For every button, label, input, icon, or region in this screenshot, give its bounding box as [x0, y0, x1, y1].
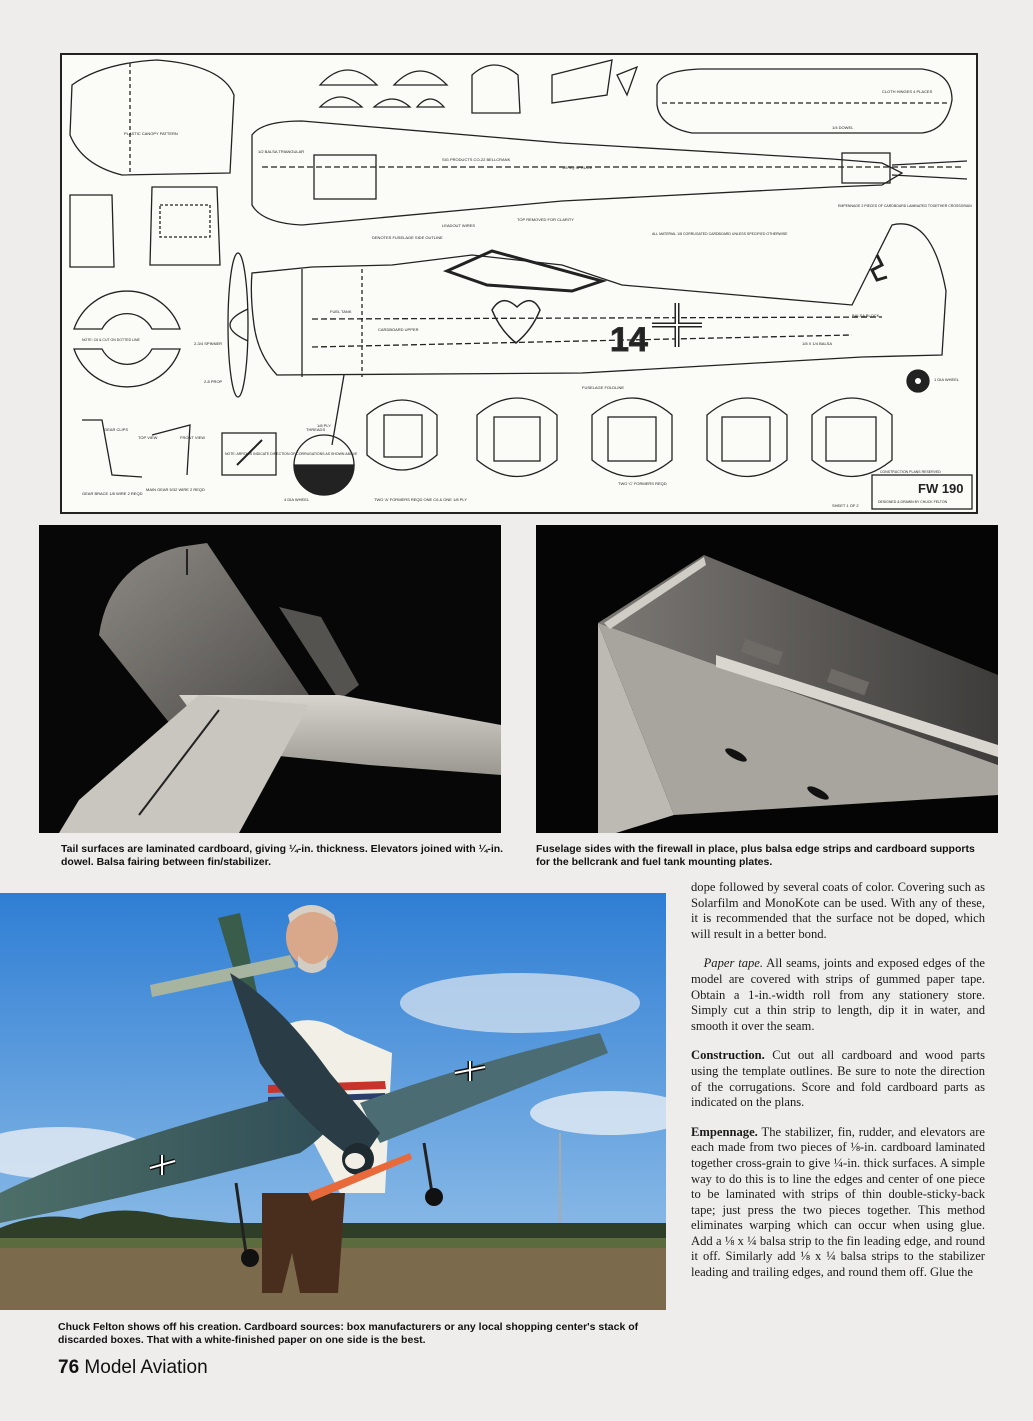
fuselage-top-view: [252, 121, 902, 225]
article-column: [691, 880, 985, 1281]
label-material-note: ALL MATERIAL 1/8 CORRUGATED CARDBOARD UNLESS SPECIFIED OTHERWISE: [652, 232, 788, 236]
plans-sheet: SHEET 1 OF 2: [832, 503, 859, 508]
photo-felton-svg: [0, 893, 666, 1310]
label-spruce: 1/8 SQ SPRUCE: [562, 165, 593, 170]
photo-tail-svg: [39, 525, 501, 833]
photo-fuselage-svg: [536, 525, 998, 833]
canopy-pattern-shape: [70, 60, 234, 175]
label-gear-clips: GEAR CLIPS: [104, 427, 129, 432]
label-leadout: LEADOUT WIRES: [442, 223, 476, 228]
label-top-view: TOP VIEW: [138, 435, 158, 440]
plans-svg: [62, 55, 976, 512]
fuselage-side-view: [251, 224, 946, 375]
label-fuselage-fold: FUSELAGE FOLDLINE: [582, 385, 625, 390]
construction-text: Cut out all cardboard and wood parts using the template outlines. Be sure to note the direction of the corrugations. Score and fold cardboard parts as indicated on the plans.: [691, 1048, 985, 1110]
caption-felton: Chuck Felton shows off his creation. Cardboard sources: box manufacturers or any local shopping center's stack of discarded boxes. That with a white-finished paper on one side is the best.: [58, 1321, 639, 1346]
label-prop: 2-8 PROP: [204, 379, 223, 384]
label-cardboard-upper: CARDBOARD UPPER: [378, 327, 419, 332]
article-paragraph-4: [691, 1125, 985, 1281]
label-top-removed: TOP REMOVED FOR CLARITY: [517, 217, 574, 222]
paper-tape-text: All seams, joints and exposed edges of the model are covered with strips of gummed paper tape. Obtain a 1-in.-width roll from any stationery store. Simply cut a thin strip to length, dip it in water, and smooth it over the seam.: [691, 956, 985, 1033]
label-balsa-block: BALSA BLOCK: [852, 313, 880, 318]
label-wheel: 4 DIA WHEEL: [284, 497, 310, 502]
label-scale-note: CONSTRUCTION PLANS RESERVED: [880, 470, 941, 474]
label-formers-a: TWO 'A' FORMERS REQD ONE C6 & ONE 1/8 PLY: [374, 497, 468, 502]
label-cloth-hinges: CLOTH HINGES 4 PLACES: [882, 89, 933, 94]
label-products: SIG PRODUCTS CO-22 BELLCRANK: [442, 157, 511, 162]
page-number: 76: [58, 1357, 80, 1378]
plans-designer: DESIGNED & DRAWN BY CHUCK FELTON: [878, 500, 948, 504]
label-tail-wheel: 1 DIA WHEEL: [934, 377, 960, 382]
label-balsa-edge: 1/8 X 1/4 BALSA: [802, 341, 833, 346]
caption-tail: Tail surfaces are laminated cardboard, giving ¼-in. thickness. Elevators joined with ¼-in. dowel. Balsa fairing between fin/stabilizer.: [61, 843, 504, 868]
label-dowel: 1/4 DOWEL: [832, 125, 854, 130]
photo-fuselage-sides: [536, 525, 998, 833]
label-spinner: 2-3/4 SPINNER: [194, 341, 223, 346]
article-paragraph-2: [691, 956, 985, 1034]
fuselage-number: 14: [610, 321, 648, 359]
construction-heading: Construction.: [691, 1048, 765, 1063]
label-cut-note: NOTE: C6 & CUT ON DOTTED LINE: [82, 338, 140, 342]
label-denotes: DENOTES FUSELAGE SIDE OUTLINE: [372, 235, 443, 240]
photo-chuck-felton: [0, 893, 666, 1310]
caption-fuselage: Fuselage sides with the firewall in place, plus balsa edge strips and cardboard supports for the bellcrank and fuel tank mounting plates.: [536, 843, 975, 868]
empennage-heading: Empennage.: [691, 1124, 758, 1139]
article-paragraph-3: [691, 1048, 985, 1110]
magazine-name: Model Aviation: [84, 1357, 208, 1378]
empennage-text: The stabilizer, fin, rudder, and elevators are each made from two pieces of ⅛-in. cardboard laminated together cross-grain to give ¼-in. thick surfaces. A simple way to do this is to line the edges and center of one piece to be laminated with strips of thin double-sticky-back tape; just press the two pieces together. This method eliminates warping which can occur when using glue. Add a ⅛ x ¼ balsa strip to the fin leading edge, and round it off. Similarly add ⅛ x ¼ balsa strips to the stabilizer leading and trailing edges, and round them off. Glue the: [691, 1124, 985, 1280]
label-gear-brace: GEAR BRACE 1/8 WIRE 2 REQD: [82, 491, 143, 496]
label-triangular: 1/2 BALSA TRIANGULAR: [258, 149, 305, 154]
label-arrow-note: NOTE: ARROWS INDICATE DIRECTION OF CORRUGATIONS AS SHOWN ABOVE: [225, 452, 358, 456]
paper-tape-heading: Paper tape.: [703, 956, 764, 971]
article-paragraph-1: dope followed by several coats of color. Covering such as Solarfilm and MonoKote can be used. With any of these, it is recommended that the surface not be doped, which will result in a better bond.: [691, 880, 985, 941]
label-front-view: FRONT VIEW: [180, 435, 206, 440]
photo-tail-surfaces: [39, 525, 501, 833]
label-threads: THREADS: [306, 427, 326, 432]
plans-title: FW 190: [918, 481, 964, 496]
label-empennage-note: EMPENNAGE 2 PIECES OF CARDBOARD LAMINATED TOGETHER CROSSGRAIN: [838, 204, 972, 208]
label-ply: 1/8 PLY: [317, 423, 331, 428]
label-formers-c: TWO 'C' FORMERS REQD: [618, 481, 667, 486]
page-footer: [58, 1357, 208, 1379]
plans-drawing: [60, 53, 978, 514]
label-fuel-tank: FUEL TANK: [330, 309, 352, 314]
label-canopy: PLASTIC CANOPY PATTERN: [124, 131, 178, 136]
label-main-gear: MAIN GEAR 5/32 WIRE 2 REQD: [146, 487, 205, 492]
